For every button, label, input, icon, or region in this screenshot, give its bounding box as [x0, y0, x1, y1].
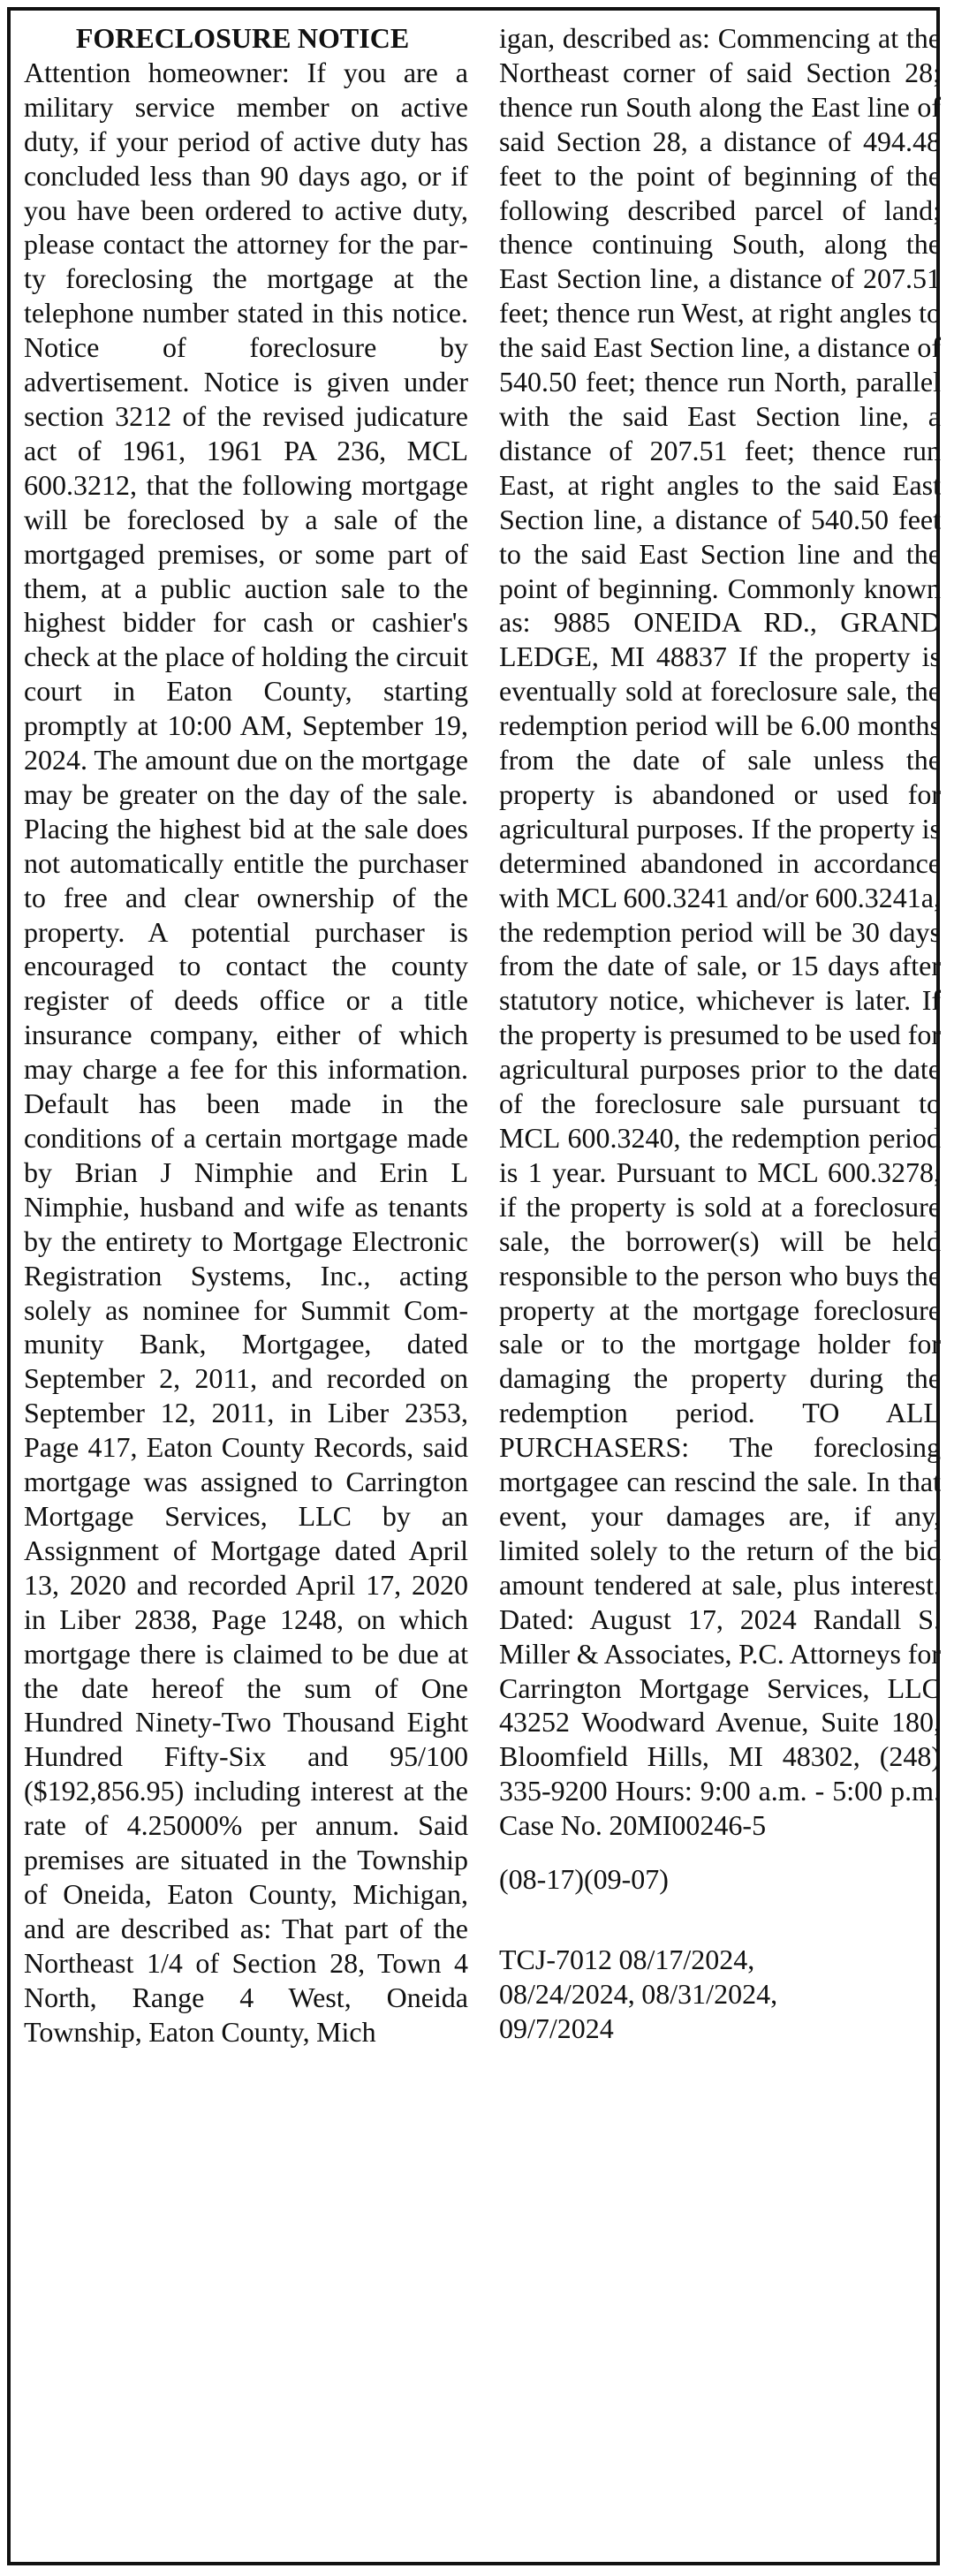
- left-column: [24, 21, 468, 2049]
- notice-title: FORECLOSURE NOTICE: [75, 22, 410, 54]
- publication-code: (08-17)(09-07): [499, 1863, 669, 1896]
- notice-columns: [11, 11, 941, 2562]
- notice-body-right: igan, described as: Commencing at the Northeast corner of said Section 28; thence run South along the East line of said Section 28, a distance of 494.48 feet to the point of beginning of the following described parcel of land; thence continuing South, along the East Section line, a distance of 207.51 feet; thence run West, at right angles to the said East Section line, a distance of 540.50 feet; thence run North, parallel with the said East Section line, a distance of 207.51 feet; thence run East, at right angles to the said East Section line, a distance of 540.50 feet to the said East Section line and the point of beginning. Commonly known as: 9885 ONEIDA RD., GRAND LEDGE, MI 48837 If the property is eventually sold at foreclosure sale, the redemption period will be 6.00 months from the date of sale unless the property is abandoned or used for agricultural purposes. If the property is determined abandoned in accordance with MCL 600.3241 and/or 600.3241a, the redemption period will be 30 days from the date of sale, or 15 days after statutory notice, whichever is later. If the property is presumed to be used for agricultural purposes prior to the date of the foreclosure sale pursuant to MCL 600.3240, the redemption period is 1 year. Pursuant to MCL 600.3278, if the property is sold at a foreclosure sale, the borrower(s) will be held responsible to the person who buys the property at the mortgage foreclosure sale or to the mortgage holder for damaging the property during the redemption period. TO ALL PURCHASERS: The foreclosing mortgagee can rescind the sale. In that event, your damages are, if any, limited solely to the return of the bid amount tendered at sale, plus interest. Dated: August 17, 2024 Randall S. Miller & Associates, P.C. Attorneys for Carrington Mortgage Services, LLC 43252 Woodward Avenue, Suite 180, Bloomfield Hills, MI 48302, (248) 335-9200 Hours: 9:00 a.m. - 5:00 p.m. Case No. 20MI00246-5: [499, 22, 941, 1842]
- notice-frame: [7, 7, 940, 2565]
- tracking-line: TCJ-7012 08/17/2024, 08/24/2024, 08/31/2024, 09/7/2024: [499, 1943, 778, 2044]
- notice-body-left: Attention homeowner: If you are a military service member on active duty, if your period of active duty has concluded less than 90 days ago, or if you have been ordered to active duty, please contact the attorney for the party foreclosing the mortgage at the telephone number stated in this notice. Notice of foreclosure by advertisement. Notice is given under section 3212 of the revised judicature act of 1961, 1961 PA 236, MCL 600.3212, that the following mortgage will be foreclosed by a sale of the mortgaged premises, or some part of them, at a public auction sale to the highest bidder for cash or cashier's check at the place of holding the circuit court in Eaton County, starting promptly at 10:00 AM, September 19, 2024. The amount due on the mortgage may be greater on the day of the sale. Placing the highest bid at the sale does not automatically entitle the purchaser to free and clear ownership of the property. A potential purchaser is encouraged to contact the county register of deeds office or a title insurance company, either of which may charge a fee for this information. Default has been made in the conditions of a certain mortgage made by Brian J Nimphie and Erin L Nimphie, husband and wife as tenants by the entirety to Mortgage Electronic Registration Systems, Inc., acting solely as nominee for Summit Community Bank, Mortgagee, dated September 2, 2011, and recorded on September 12, 2011, in Liber 2353, Page 417, Eaton County Records, said mortgage was assigned to Carrington Mortgage Services, LLC by an Assignment of Mortgage dated April 13, 2020 and recorded April 17, 2020 in Liber 2838, Page 1248, on which mortgage there is claimed to be due at the date hereof the sum of One Hundred Ninety-Two Thousand Eight Hundred Fifty-Six and 95/100 ($192,856.95) including interest at the rate of 4.25000% per annum. Said premises are situated in the Township of Oneida, Eaton County, Michigan, and are described as: That part of the Northeast 1/4 of Section 28, Town 4 North, Range 4 West, Oneida Township, Eaton County, Mich: [24, 56, 468, 2048]
- right-column: [499, 21, 941, 2046]
